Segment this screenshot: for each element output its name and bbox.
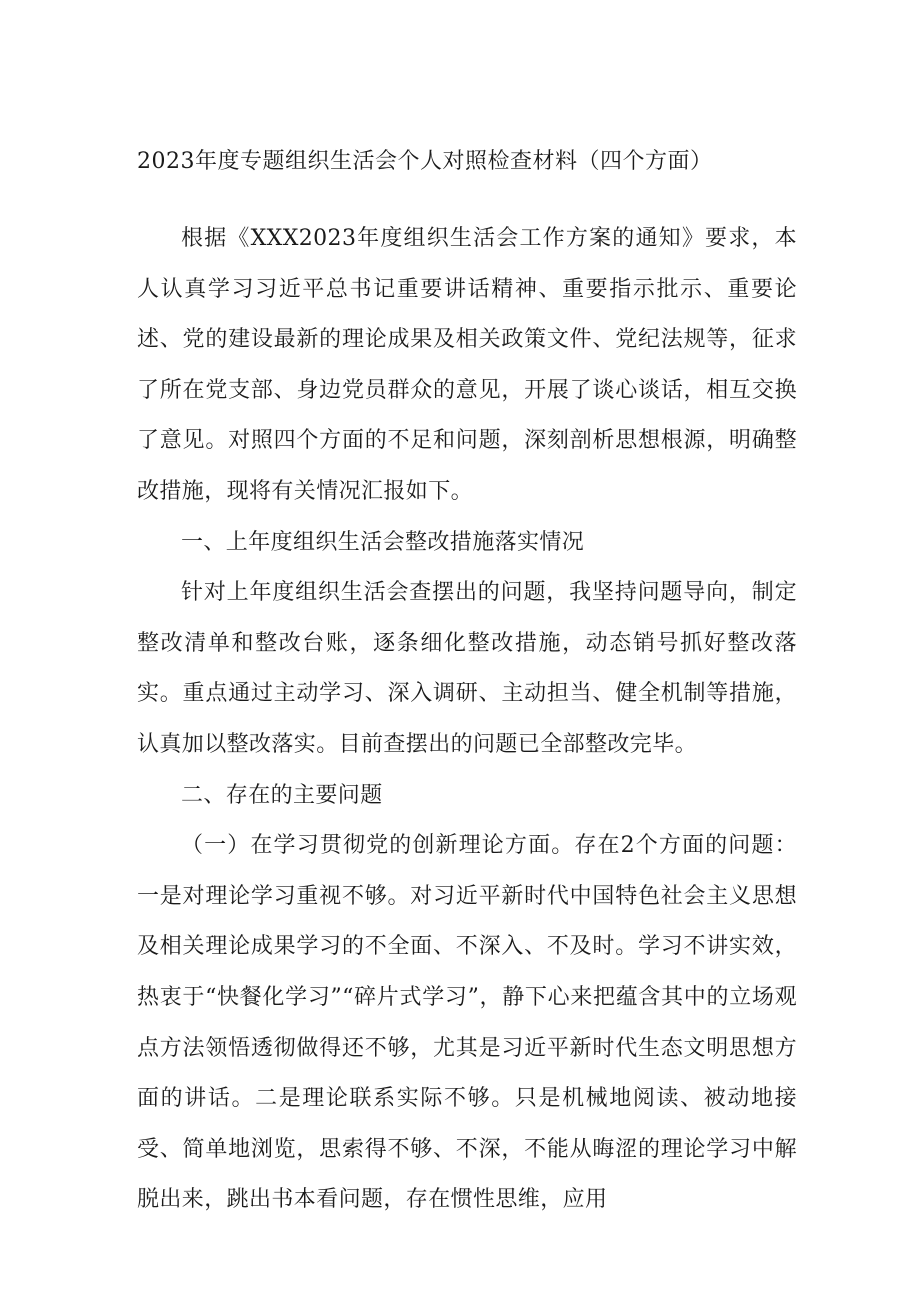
document-title: 2023年度专题组织生活会个人对照检查材料（四个方面） — [137, 149, 713, 174]
section-2-paragraph: （一）在学习贯彻党的创新理论方面。存在2个方面的问题：一是对理论学习重视不够。对习近平新时代中国特色社会主义思想及相关理论成果学习的不全面、不深入、不及时。学习不讲实效，热衷于“快餐化学习”“碎片式学习”，静下心来把蕴含其中的立场观点方法领悟透彻做得还不够，尤其是习近平新时代生态文明思想方面的讲话。二是理论联系实际不够。只是机械地阅读、被动地接受、简单地浏览，思索得不够、不深，不能从晦涩的理论学习中解脱出来，跳出书本看问题，存在惯性思维，应用 — [137, 833, 797, 1213]
section-1-paragraph: 针对上年度组织生活会查摆出的问题，我坚持问题导向，制定整改清单和整改台账，逐条细化整改措施，动态销号抓好整改落实。重点通过主动学习、深入调研、主动担当、健全机制等措施，认真加以整改落实。目前查摆出的问题已全部整改完毕。 — [137, 580, 797, 757]
section-heading-2: 二、存在的主要问题 — [181, 782, 383, 808]
section-heading-1: 一、上年度组织生活会整改措施落实情况 — [181, 529, 585, 555]
document-body — [137, 214, 797, 1226]
intro-paragraph: 根据《XXX2023年度组织生活会工作方案的通知》要求，本人认真学习习近平总书记重要讲话精神、重要指示批示、重要论述、党的建设最新的理论成果及相关政策文件、党纪法规等，征求了所在党支部、身边党员群众的意见，开展了谈心谈话，相互交换了意见。对照四个方面的不足和问题，深刻剖析思想根源，明确整改措施，现将有关情况汇报如下。 — [137, 226, 797, 504]
